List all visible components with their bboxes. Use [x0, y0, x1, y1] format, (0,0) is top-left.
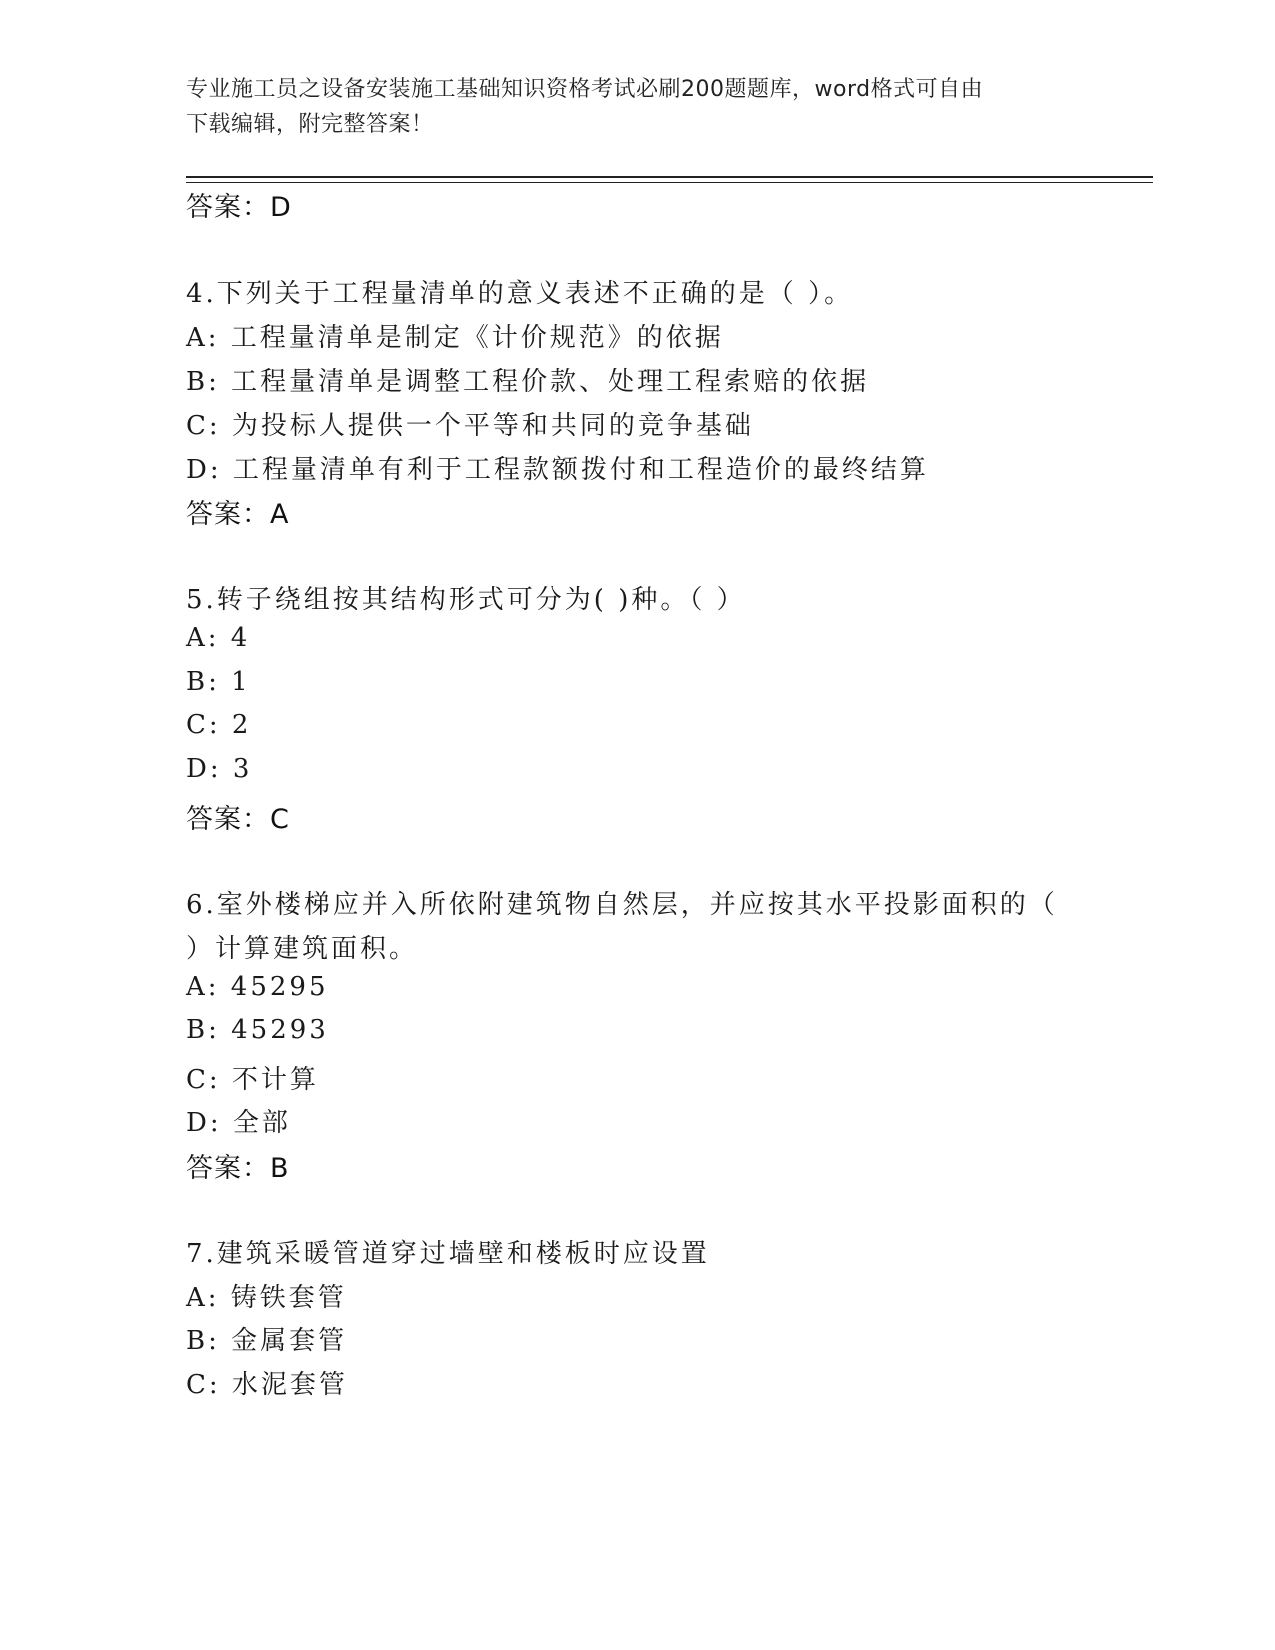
question-5-stem: 5.转子绕组按其结构形式可分为( )种。（ ） [186, 585, 746, 615]
question-6-option-d: D: 全部 [186, 1108, 291, 1138]
header-line-1: 专业施工员之设备安装施工基础知识资格考试必刷200题题库，word格式可自由 [186, 77, 984, 102]
question-5-option-d: D: 3 [186, 754, 253, 784]
question-4-option-c: C: 为投标人提供一个平等和共同的竞争基础 [186, 411, 754, 441]
question-5-option-b: B: 1 [186, 667, 251, 697]
document-header [186, 72, 1066, 142]
question-5-option-a: A: 4 [186, 623, 251, 653]
question-7-option-c: C: 水泥套管 [186, 1370, 348, 1400]
question-7-option-b: B: 金属套管 [186, 1326, 348, 1356]
question-4-option-d: D: 工程量清单有利于工程款额拨付和工程造价的最终结算 [186, 455, 929, 485]
question-6-option-c: C: 不计算 [186, 1065, 319, 1095]
question-4-option-a: A: 工程量清单是制定《计价规范》的依据 [186, 323, 724, 353]
question-4-stem: 4.下列关于工程量清单的意义表述不正确的是（ ）。 [186, 279, 854, 309]
header-divider [186, 176, 1153, 178]
question-5-option-c: C: 2 [186, 710, 252, 740]
question-5-answer: 答案：C [186, 804, 290, 835]
question-6-answer: 答案：B [186, 1153, 290, 1184]
previous-answer: 答案：D [186, 192, 292, 223]
question-7-stem: 7.建筑采暖管道穿过墙壁和楼板时应设置 [186, 1239, 710, 1269]
question-6-stem-line-1: 6.室外楼梯应并入所依附建筑物自然层，并应按其水平投影面积的（ [186, 890, 1058, 920]
question-4-option-b: B: 工程量清单是调整工程价款、处理工程索赔的依据 [186, 367, 870, 397]
header-divider-thin [186, 182, 1153, 183]
question-6-stem-line-2: ）计算建筑面积。 [186, 934, 419, 964]
question-7-option-a: A: 铸铁套管 [186, 1283, 347, 1313]
question-6-option-b: B: 45293 [186, 1015, 329, 1045]
header-line-2: 下载编辑，附完整答案！ [186, 112, 434, 137]
question-6-option-a: A: 45295 [186, 972, 329, 1002]
question-4-answer: 答案：A [186, 499, 290, 530]
